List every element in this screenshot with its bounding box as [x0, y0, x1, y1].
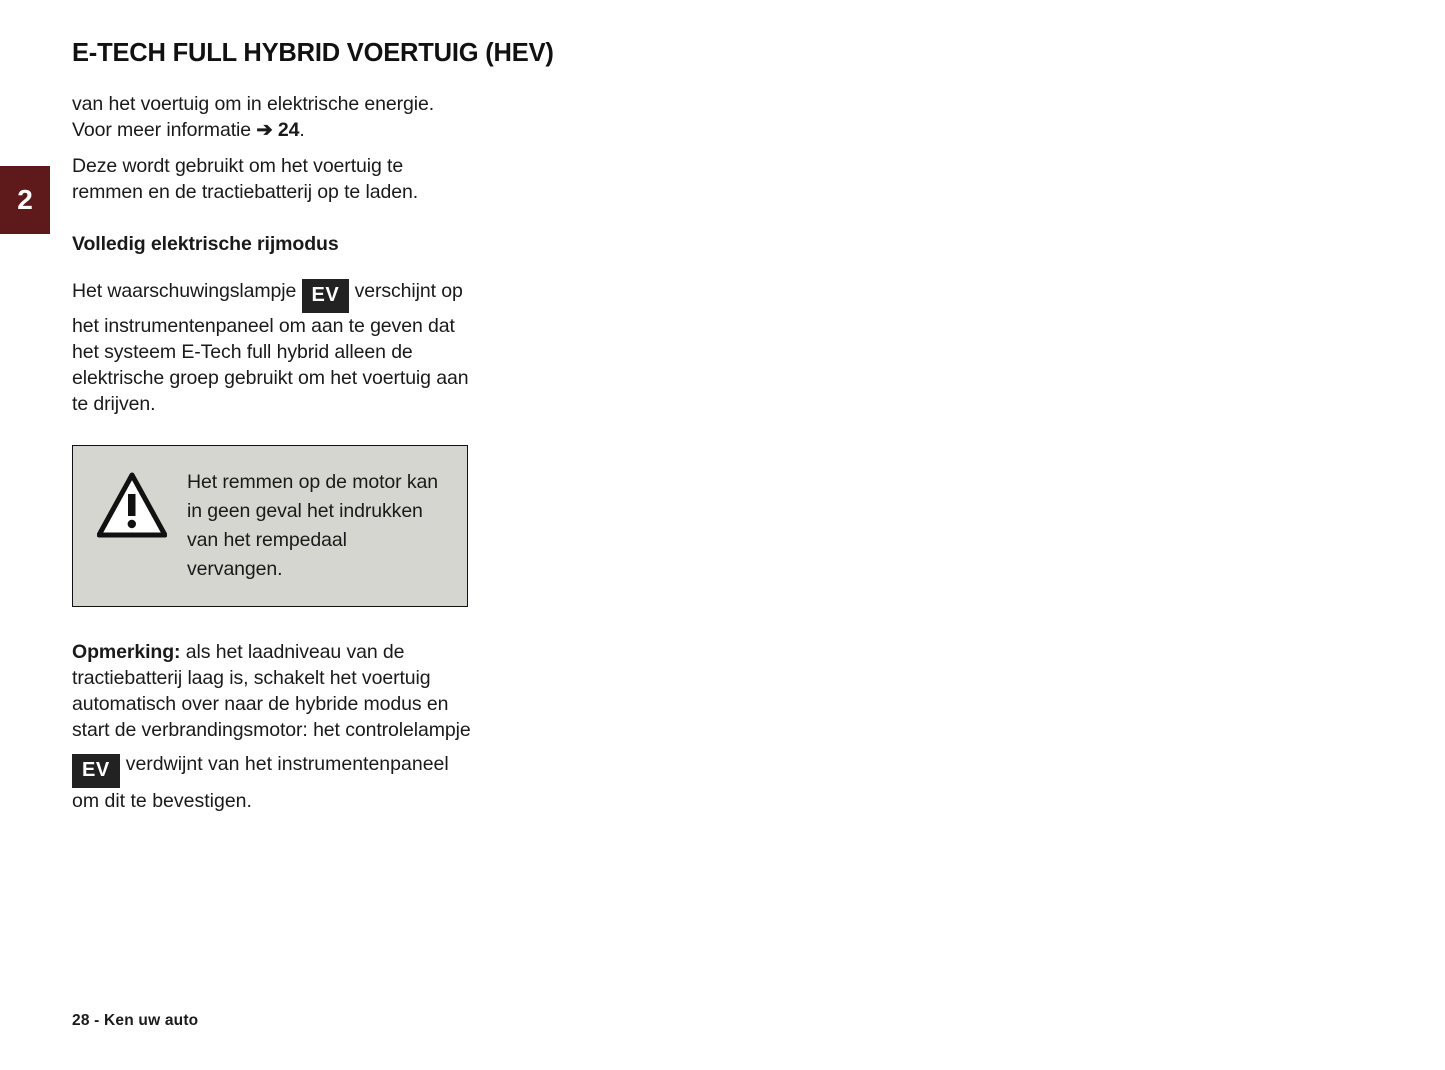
intro-paragraph-2: Deze wordt gebruikt om het voertuig te remmen en de tractiebatterij op te laden. — [72, 154, 419, 203]
note-paragraph-continued — [72, 751, 472, 814]
page-title: E-TECH FULL HYBRID VOERTUIG (HEV) — [72, 39, 554, 67]
section-paragraph — [72, 278, 472, 417]
section-text-before-badge: Het waarschuwingslampje — [72, 279, 302, 302]
ev-indicator-icon: EV — [302, 279, 350, 313]
intro-paragraph-1 — [72, 91, 472, 143]
note-text-before-badge: als het laadniveau van de tractiebatterij laag is, schakelt het voertuig automatisch over naar de hybride modus en start de verbrandingsmotor: het controlelampje — [72, 640, 471, 741]
warning-triangle-icon — [97, 472, 167, 538]
note-block — [72, 639, 472, 814]
warning-callout — [72, 445, 468, 607]
note-paragraph — [72, 639, 472, 743]
chapter-tab — [0, 166, 50, 234]
intro-text-before-reference: van het voertuig om in elektrische energie. Voor meer informatie — [72, 92, 435, 141]
chapter-number: 2 — [17, 184, 33, 215]
page-footer: 28 - Ken uw auto — [72, 1012, 199, 1029]
section-heading: Volledig elektrische rijmodus — [72, 232, 339, 255]
ev-indicator-icon-2: EV — [72, 754, 120, 788]
page-content — [72, 38, 554, 833]
intro-text-after-reference: . — [299, 118, 305, 141]
note-label: Opmerking: — [72, 640, 181, 663]
warning-text: Het remmen op de motor kan in geen geval het indrukken van het rempedaal vervangen. — [187, 470, 439, 580]
page-reference-link[interactable]: ➔ 24 — [256, 118, 300, 141]
note-text-after-badge: verdwijnt van het instrumentenpaneel om dit te bevestigen. — [72, 752, 449, 812]
section-text-after-badge: verschijnt op het instrumentenpaneel om aan te geven dat het systeem E-Tech full hybrid alleen de elektrische groep gebruikt om het voertuig aan te drijven. — [72, 279, 469, 415]
